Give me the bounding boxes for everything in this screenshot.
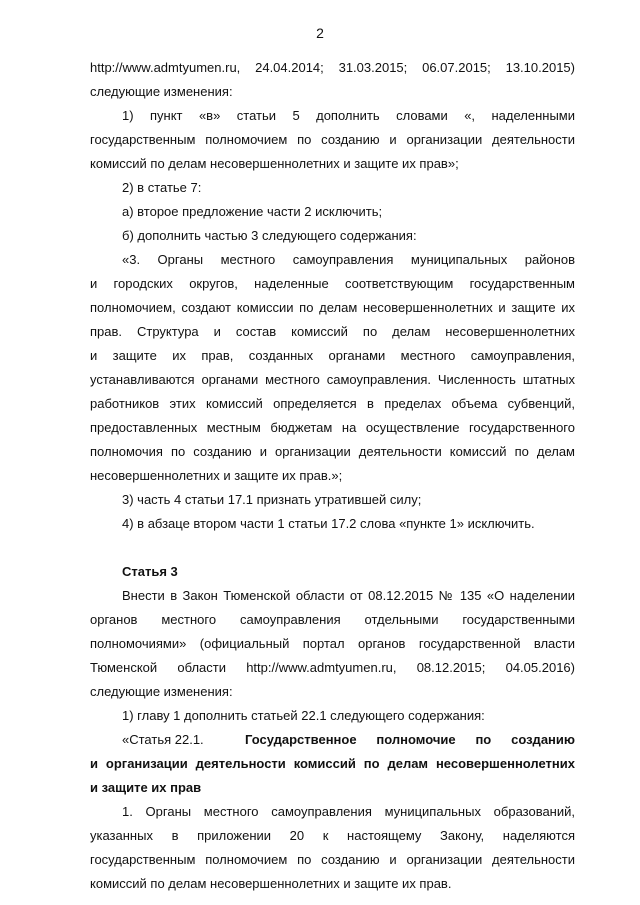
text-line: 1) пункт «в» статьи 5 дополнить словами «, наделенными (122, 108, 575, 123)
text-line: 1. Органы местного самоуправления муниципальных образований, (122, 804, 575, 819)
text-line: работников этих комиссий определяется в пределах объема субвенций, (90, 396, 575, 411)
text-line: Тюменской области http://www.admtyumen.ru, 08.12.2015; 04.05.2016) (90, 660, 575, 675)
text-line: полномочия по созданию и организации деятельности комиссий по делам (90, 444, 575, 459)
text-line: органов местного самоуправления отдельными государственными (90, 612, 575, 627)
article-title: и защите их прав (90, 780, 202, 795)
text-line: следующие изменения: (90, 684, 233, 699)
text-line: а) второе предложение части 2 исключить; (122, 204, 383, 219)
text-line: комиссий по делам несовершеннолетних и защите их прав. (90, 876, 452, 891)
article-heading: Статья 3 (122, 564, 178, 579)
text-line: и городских округов, наделенные соответствующим государственным (90, 276, 575, 291)
text-line: 4) в абзаце втором части 1 статьи 17.2 слова «пункте 1» исключить. (122, 516, 535, 531)
text-line: устанавливаются органами местного самоуправления. Численность штатных (90, 372, 575, 387)
text-line: полномочиями» (официальный портал органов государственной власти (90, 636, 575, 651)
article-title: и организации деятельности комиссий по делам несовершеннолетних (90, 756, 575, 771)
text-line: б) дополнить частью 3 следующего содержания: (122, 228, 417, 243)
text-line: комиссий по делам несовершеннолетних и защите их прав»; (90, 156, 459, 171)
text-line: 2) в статье 7: (122, 180, 202, 195)
text-line: Внести в Закон Тюменской области от 08.12.2015 № 135 «О наделении (122, 588, 575, 603)
text-line: и защите их прав, созданных органами местного самоуправления, (90, 348, 575, 363)
page-number: 2 (316, 25, 324, 41)
text-line: полномочием, создают комиссии по делам несовершеннолетних и защите их (90, 300, 575, 315)
article-number: «Статья 22.1. (122, 732, 204, 747)
text-line: «3. Органы местного самоуправления муниципальных районов (122, 252, 575, 267)
article-title: Государственное полномочие по созданию (245, 732, 575, 747)
text-line: 1) главу 1 дополнить статьей 22.1 следующего содержания: (122, 708, 485, 723)
text-line: прав. Структура и состав комиссий по делам несовершеннолетних (90, 324, 575, 339)
text-line: 3) часть 4 статьи 17.1 признать утратившей силу; (122, 492, 422, 507)
text-line: несовершеннолетних и защите их прав.»; (90, 468, 343, 483)
text-line: государственным полномочием по созданию и организации деятельности (90, 132, 575, 147)
text-line: указанных в приложении 20 к настоящему Закону, наделяются (90, 828, 575, 843)
text-line: предоставленных местным бюджетам на осуществление государственного (90, 420, 575, 435)
text-line: государственным полномочием по созданию и организации деятельности (90, 852, 575, 867)
text-line: следующие изменения: (90, 84, 233, 99)
text-line: http://www.admtyumen.ru, 24.04.2014; 31.03.2015; 06.07.2015; 13.10.2015) (90, 60, 575, 75)
